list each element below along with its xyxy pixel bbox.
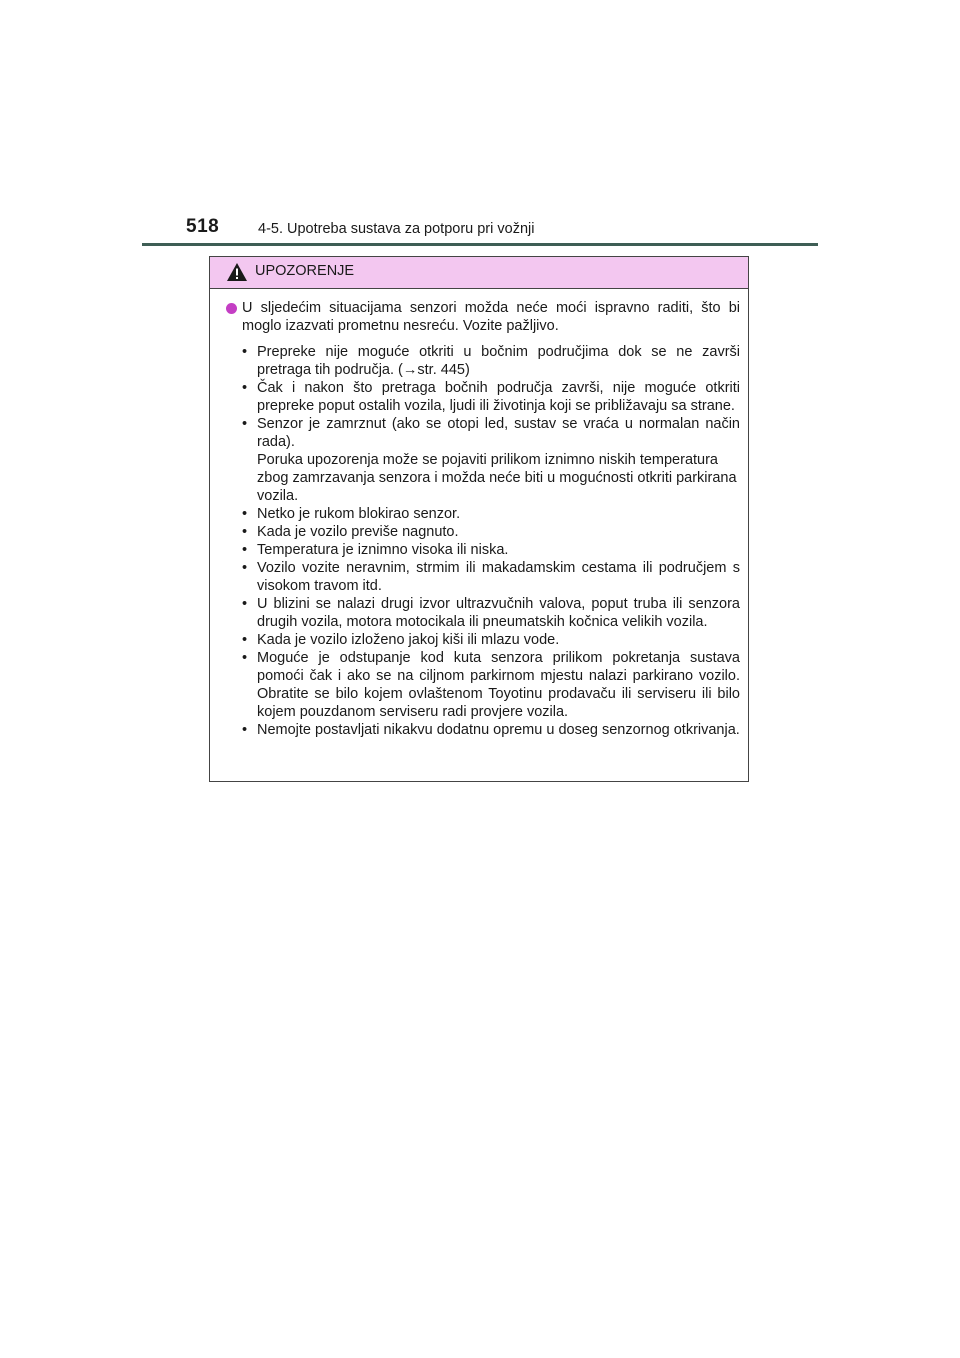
list-item: • Nemojte postavljati nikakvu dodatnu opremu u doseg senzornog otkrivanja.: [242, 722, 740, 738]
warning-header: [210, 257, 748, 289]
warning-triangle-icon: [226, 262, 248, 282]
bullet: •: [242, 542, 248, 558]
list-item-note: Poruka upozorenja može se pojaviti prilikom iznimno niskih temperatura zbog zamrzavanja senzora i možda neće biti u mogućnosti otkriti parkirana vozila.: [257, 452, 737, 504]
warning-lead-text: U sljedećim situacijama senzori možda neće moći ispravno raditi, što bi moglo izazvati prometnu nesreću. Vozite pažljivo.: [242, 300, 740, 334]
bullet: •: [242, 524, 248, 540]
list-item: • Kada je vozilo previše nagnuto.: [242, 524, 459, 540]
header-divider: [142, 243, 818, 246]
bullet-dot-icon: [226, 303, 237, 314]
warning-body: [210, 289, 748, 739]
warning-list: [226, 343, 740, 739]
list-item: • Čak i nakon što pretraga bočnih područja završi, nije moguće otkriti prepreke poput ostalih vozila, ljudi ili životinja koji se približavaju sa strane.: [242, 380, 740, 414]
list-item: • Moguće je odstupanje kod kuta senzora prilikom pokretanja sustava pomoći čak i ako se na ciljnom parkirnom mjestu nalazi parkirano vozilo. Obratite se bilo kojem ovlaštenom Toyotinu prodavaču ili serviseru ili bilo kojem pouzdanom serviseru radi provjere vozila.: [242, 650, 740, 720]
list-item: • Kada je vozilo izloženo jakoj kiši ili mlazu vode.: [242, 632, 560, 648]
bullet: •: [242, 560, 248, 576]
bullet: •: [242, 416, 248, 432]
warning-lead: [226, 299, 740, 335]
list-item: • Netko je rukom blokirao senzor.: [242, 506, 461, 522]
bullet: •: [242, 380, 248, 396]
list-item: • Senzor je zamrznut (ako se otopi led, sustav se vraća u normalan način rada). Poruka upozorenja može se pojaviti prilikom iznimno niskih temperatura zbog zamrzavanja senzora i možda neće biti u mogućnosti otkriti parkirana vozila.: [242, 416, 740, 504]
section-title: 4-5. Upotreba sustava za potporu pri vožnji: [258, 221, 535, 237]
bullet: •: [242, 722, 248, 738]
page-number: 518: [186, 216, 220, 237]
bullet: •: [242, 650, 248, 666]
page-header: [186, 216, 960, 246]
bullet: •: [242, 596, 248, 612]
list-item: • Temperatura je iznimno visoka ili niska.: [242, 542, 509, 558]
bullet: •: [242, 506, 248, 522]
list-item: • Prepreke nije moguće otkriti u bočnim područjima dok se ne završi pretraga tih područja. (→str. 445): [242, 344, 740, 378]
warning-title: UPOZORENJE: [255, 263, 355, 279]
list-item: • U blizini se nalazi drugi izvor ultrazvučnih valova, poput truba ili senzora drugih vozila, motora motocikala ili pneumatskih kočnica velikih vozila.: [242, 596, 740, 630]
bullet: •: [242, 344, 248, 360]
list-item: • Vozilo vozite neravnim, strmim ili makadamskim cestama ili područjem s visokom travom itd.: [242, 560, 740, 594]
bullet: •: [242, 632, 248, 648]
warning-box: [209, 256, 749, 782]
